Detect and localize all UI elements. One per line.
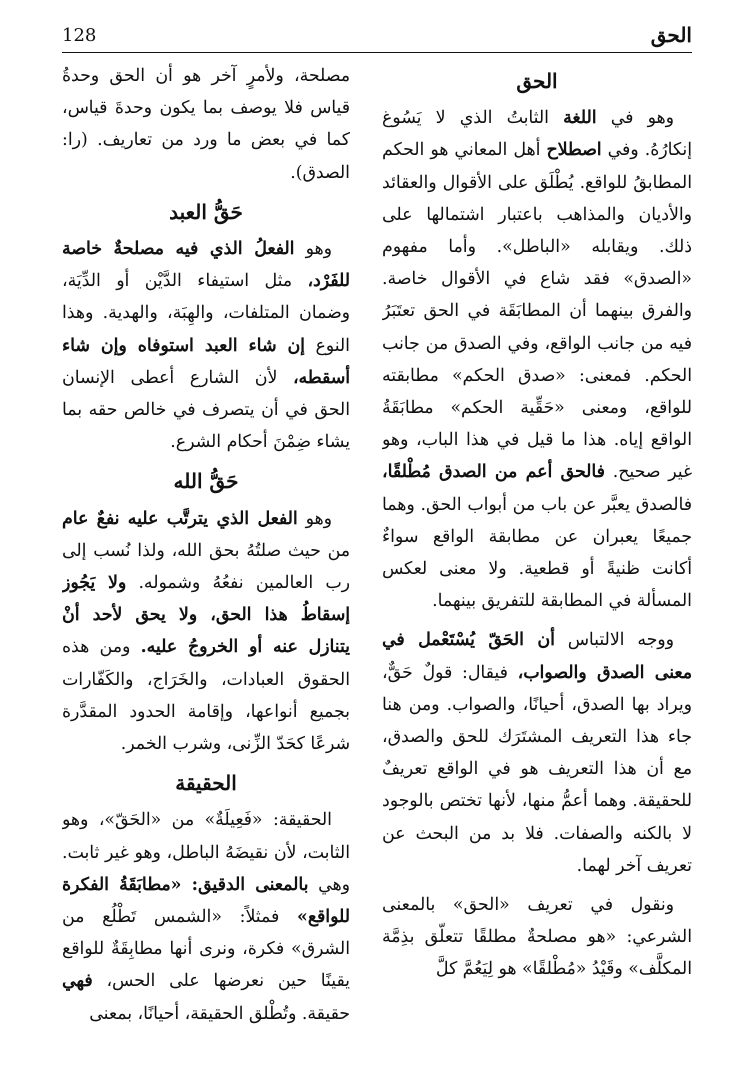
- paragraph-haqq-al-abd: وهو الفعلُ الذي فيه مصلحةٌ خاصة للفَرْد، مثل استيفاء الدَّيْن أو الدِّيَة، وضمان المتلفات، والهِبَة، والهدية. وهذا النوع إن شاء العبد استوفاه وإن شاء أسقطه، لأن الشارع أعطى الإنسان الحق في أن يتصرف في خالص حقه بما يشاء ضِمْنَ أحكام الشرع.: [62, 239, 350, 453]
- bold-rule-allah: ولا يَجُوز إسقاطُ هذا الحق، ولا يحق لأحد أنْ يتنازل عنه أو الخروجُ عليه.: [62, 573, 350, 658]
- paragraph-sharia-definition: ونقول في تعريف «الحق» بالمعنى الشرعي: «هو مصلحةٌ مطلقًا تتعلّق بذِمَّة المكلَّف» وقَيْدُ «مُطْلقًا» هو لِيَعُمَّ كلَّ: [382, 895, 692, 980]
- left-column: [62, 60, 350, 1072]
- section-heading-haqq-al-abd: حَقُّ العبد: [169, 199, 243, 224]
- section-heading-haqq-allah: حَقُّ الله: [173, 469, 239, 494]
- bold-term-istilah: اصطلاح: [546, 140, 602, 161]
- bold-definition-haqiqa: بالمعنى الدقيق: «مطابَقَةُ الفكرة للواقع»: [62, 874, 350, 928]
- bold-rule-abd: إن شاء العبد استوفاه وإن شاء أسقطه،: [62, 335, 350, 388]
- page-number: 128: [62, 24, 97, 46]
- bold-term-lugha: اللغة: [563, 108, 597, 129]
- paragraph-haqiqa: الحقيقة: «فَعِيلَةٌ» من «الحَقّ»، وهو الثابت، لأن نقيضَهُ الباطل، وهو غير ثابت. وهي بالمعنى الدقيق: «مطابَقَةُ الفكرة للواقع» فمثلاً: «الشمس تَطْلُع من الشرق» فكرة، ونرى أنها مطابِقَةٌ للواقع يقينًا حين نعرضها على الحس، فهي حقيقة. وتُطْلق الحقيقة، أحيانًا، بمعنى: [62, 810, 350, 1024]
- right-column: [382, 60, 692, 1072]
- paragraph-continuation: مصلحة، ولأمرٍ آخر هو أن الحق وحدةُ قياس فلا يوصف بما يكون وحدةَ قياس، كما في بعض ما ورد من تعاريف. (را: الصدق).: [62, 66, 350, 183]
- bold-definition-allah: الفعل الذي يترتَّب عليه نفعٌ عام: [62, 508, 298, 529]
- bold-fahiya: فهي: [62, 971, 93, 992]
- paragraph-haqq-allah: وهو الفعل الذي يترتَّب عليه نفعٌ عام من حيث صلتُهُ بحق الله، ولذا نُسب إلى رب العالمين نفعُهُ وشموله. ولا يَجُوز إسقاطُ هذا الحق، ولا يحق لأحد أنْ يتنازل عنه أو الخروجُ عليه. ومن هذه الحقوق العبادات، والخَرَاج، والكَفّارات بجميع أنواعها، وإقامة الحدود المقدَّرة شرعًا كحَدّ الزِّنى، وشرب الخمر.: [62, 508, 350, 755]
- running-title: الحق: [650, 23, 692, 47]
- running-head: [62, 18, 692, 53]
- section-heading-haqiqa: الحقيقة: [175, 771, 237, 796]
- paragraph-confusion: ووجه الالتباس أن الحَقّ يُسْتَعْمل في معنى الصدق والصواب، فيقال: قولٌ حَقٌّ، ويراد بها الصدق، أحيانًا، والصواب. ومن هنا جاء هذا التعريف المشتَرَك للحق والصدق، مع أن هذا التعريف هو في الواقع تعريفٌ للحقيقة. وهما أعمُّ منها، لأنها تختص بالوجود لا بالكنه والصفات. فلا بد من البحث عن تعريف آخر لهما.: [382, 630, 692, 876]
- bold-definition-abd: الفعلُ الذي فيه مصلحةٌ خاصة للفَرْد،: [62, 239, 350, 292]
- paragraph-definition: وهو في اللغة الثابتُ الذي لا يَسُوغ إنكارُهُ. وفي اصطلاح أهل المعاني هو الحكم المطابقُ للواقع. يُطْلَق على الأقوال والعقائد والأديان والمذاهب باعتبار اشتمالها على ذلك. ويقابله «الباطل». وأما مفهوم «الصدق» فقد شاع في الأقوال خاصة. والفرق بينهما أن المطابَقَة في الحق تعتَبَرُ فيه من جانب الواقع، وفي الصدق من جانب الحكم. فمعنى: «صدق الحكم» مطابقته للواقع، ومعنى «حَقِّية الحكم» مطابَقَةُ الواقع إياه. هذا ما قيل في هذا الباب، وهو غير صحيح. فالحق أعم من الصدق مُطْلقًا، فالصدق يعبَّر عن باب من أبواب الحق. وهما جميعًا يعبران عن مطابقة الواقع سواءٌ أكانت ظنيةً أو قطعية. ولا معنى لعكس المسألة في المطابقة للتفريق بينهما.: [382, 108, 692, 612]
- bold-conclusion: فالحق أعم من الصدق مُطْلقًا،: [382, 462, 605, 483]
- section-heading-haqq: الحق: [516, 69, 558, 93]
- bold-usage: أن الحَقّ يُسْتَعْمل في معنى الصدق والصواب،: [382, 630, 692, 683]
